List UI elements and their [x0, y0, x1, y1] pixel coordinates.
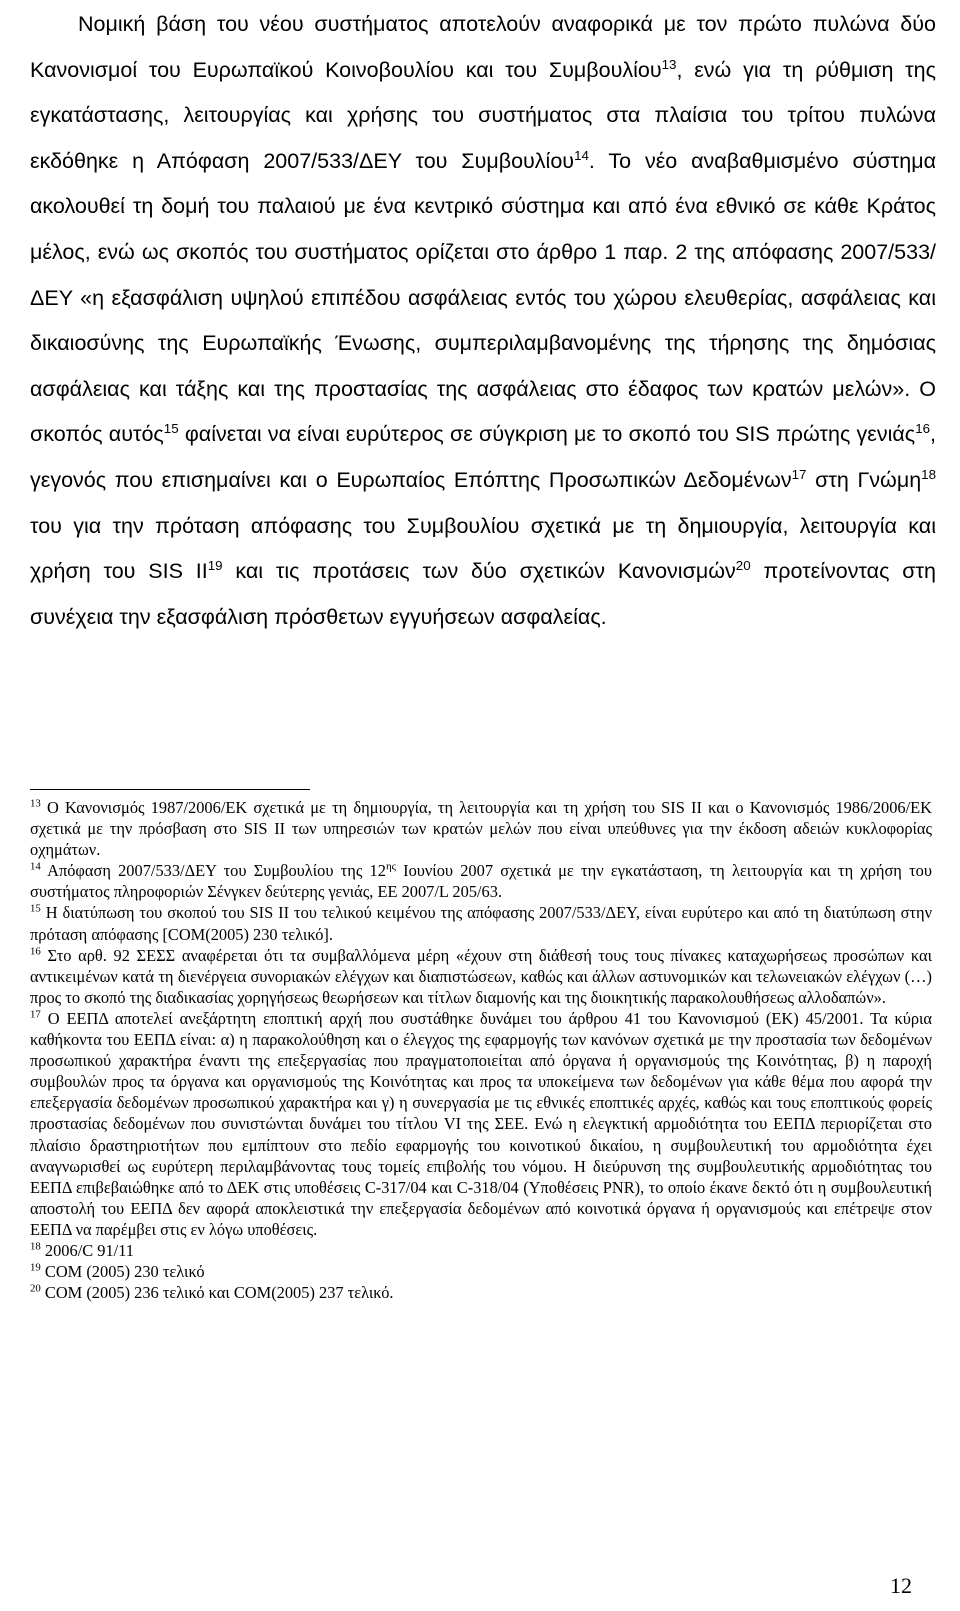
footnote-14: [30, 860, 932, 902]
footnote-separator: [30, 789, 310, 790]
footnote-number: 18: [30, 1240, 41, 1253]
footnote-18: [30, 1240, 932, 1261]
footnote-text: Ο Κανονισμός 1987/2006/ΕΚ σχετικά με τη δημιουργία, τη λειτουργία και τη χρήση του SIS II και ο Κανονισμός 1986/2006/ΕΚ σχετικά με την πρόσβαση στο SIS II των υπηρεσιών των κρατών μελών που είναι υπεύθυνες για την έκδοση αδειών κυκλοφορίας οχημάτων.: [30, 798, 932, 860]
footnote-text: Απόφαση 2007/533/ΔΕΥ του Συμβουλίου της 12: [40, 861, 386, 881]
footnote-text: Στο αρθ. 92 ΣΕΣΣ αναφέρεται ότι τα συμβαλλόμενα μέρη «έχουν στη διάθεσή τους τους πίνακες καταχωρήσεως προσώπων και αντικειμένων κατά τη διενέργεια συνοριακών ελέγχων και διαπιστώσεων, καθώς και άλλων αστυνομικών και τελωνειακών ελέγχων (…) προς το σκοπό της διαδικασίας χορηγήσεως θεωρήσεων και τίτλων διαμονής και της διοικητικής παρακολουθήσεως αλλοδαπών».: [30, 945, 932, 1007]
footnote-number: 14: [30, 861, 41, 874]
footnote-number: 19: [30, 1261, 41, 1274]
footnote-reference: 16: [915, 421, 931, 437]
paragraph-text: , ενώ για τη ρύθμιση της εγκατάστασης, λειτουργίας και χρήσης του συστήματος στα πλαίσια του τρίτου πυλώνα εκδόθηκε η Απόφαση 2007/533/ΔΕΥ του Συμβουλίου: [30, 57, 936, 173]
paragraph-text: Νομική βάση του νέου συστήματος αποτελούν αναφορικά με τον πρώτο πυλώνα δύο Κανονισμοί του Ευρωπαϊκού Κοινοβουλίου και του Συμβουλίου: [30, 12, 936, 82]
footnote-20: [30, 1282, 932, 1303]
footnote-reference: 18: [921, 466, 936, 482]
footnote-19: [30, 1261, 932, 1282]
footnote-text: 2006/C 91/11: [40, 1240, 135, 1260]
footnote-16: [30, 945, 932, 1008]
page-number: 12: [890, 1573, 912, 1598]
footnote-reference: 13: [661, 56, 677, 72]
paragraph-text: . Το νέο αναβαθμισμένο σύστημα ακολουθεί τη δομή του παλαιού με ένα κεντρικό σύστημα και από ένα εθνικό σε κάθε Κράτος μέλος, ενώ ως σκοπός του συστήματος ορίζεται στο άρθρο 1 παρ. 2 της απόφασης 2007/533/ΔΕΥ «η εξασφάλιση υψηλού επιπέδου ασφάλειας εντός του χώρου ελευθερίας, ασφάλειας και δικαιοσύνης της Ευρωπαϊκής Ένωσης, συμπεριλαμβανομένης της τήρησης της δημόσιας ασφάλειας και τάξης και της προστασίας της ασφάλειας στο έδαφος των κρατών μελών». Ο σκοπός αυτός: [30, 148, 937, 447]
footnote-reference: 19: [207, 557, 223, 573]
footnote-number: 20: [30, 1282, 41, 1295]
footnote-text: COM (2005) 230 τελικό: [40, 1262, 205, 1282]
paragraph-text: και τις προτάσεις των δύο σχετικών Κανονισμών: [222, 559, 736, 584]
footnote-reference: 20: [735, 557, 751, 573]
footnote-17: [30, 1008, 932, 1240]
main-paragraph: [30, 2, 936, 640]
paragraph-text: , γεγονός που επισημαίνει και ο Ευρωπαίος Επόπτης Προσωπικών Δεδομένων: [30, 422, 936, 492]
footnote-number: 13: [30, 797, 41, 810]
footnote-text: Η διατύπωση του σκοπού του SIS II του τελικού κειμένου της απόφασης 2007/533/ΔΕΥ, είναι ευρύτερο και από τη διατύπωση στην πρόταση απόφασης [COM(2005) 230 τελικό].: [30, 903, 932, 944]
paragraph-text: του για την πρόταση απόφασης του Συμβουλίου σχετικά με τη δημιουργία, λειτουργία και χρήση του SIS II: [30, 513, 936, 584]
paragraph-text: στη Γνώμη: [806, 467, 922, 492]
footnote-text: Ιουνίου 2007 σχετικά με την εγκατάσταση, τη λειτουργία και τη χρήση του συστήματος πληροφοριών Σένγκεν δεύτερης γενιάς, ΕΕ 2007/L 205/63.: [30, 861, 932, 902]
footnote-number: 16: [30, 945, 41, 958]
footnote-text: COM (2005) 236 τελικό και COM(2005) 237 τελικό.: [40, 1283, 394, 1303]
footnote-reference: 15: [163, 421, 179, 437]
footnote-13: [30, 797, 932, 860]
paragraph-text: προτείνοντας στη συνέχεια την εξασφάλιση πρόσθετων εγγυήσεων ασφαλείας.: [30, 559, 936, 629]
footnotes-section: [30, 797, 932, 1303]
footnote-number: 15: [30, 903, 41, 916]
footnote-reference: 14: [574, 147, 589, 163]
ordinal-suffix: ης: [385, 861, 396, 874]
footnote-15: [30, 902, 932, 944]
footnote-reference: 17: [791, 466, 807, 482]
footnote-text: Ο ΕΕΠΔ αποτελεί ανεξάρτητη εποπτική αρχή που συστάθηκε δυνάμει του άρθρου 41 του Κανονισμού (ΕΚ) 45/2001. Τα κύρια καθήκοντα του ΕΕΠΔ είναι: α) η παρακολούθηση και ο έλεγχος της εφαρμογής των κανόνων σχετικά με την προστασία των δεδομένων προσωπικού χαρακτήρα έναντι της επεξεργασίας που πραγματοποιείται από όργανα ή οργανισμούς της Κοινότητας, β) η παροχή συμβουλών προς τα όργανα και οργανισμούς της Κοινότητας και προς τα υποκείμενα των δεδομένων για κάθε θέμα που αφορά την επεξεργασία δεδομένων προσωπικού χαρακτήρα και γ) η συνεργασία με τις εθνικές εποπτικές αρχές, καθώς και τους εποπτικούς φορείς προστασίας δεδομένων που συνιστώνται δυνάμει του τίτλου VI της ΣΕΕ. Ενώ η ελεγκτική αρμοδιότητα του ΕΕΠΔ περιορίζεται στο πλαίσιο δραστηριοτήτων που εμπίπτουν στο πεδίο εφαρμογής του κοινοτικού δικαίου, η συμβουλευτική του αρμοδιότητα έχει αναγνωρισθεί ως ευρύτερη περιλαμβάνοντας τους τομείς επιβολής του νόμου. Η διεύρυνση της συμβουλευτικής αρμοδιότητας του ΕΕΠΔ επιβεβαιώθηκε από το ΔΕΚ στις υποθέσεις C-317/04 και C-318/04 (Υποθέσεις PNR), το οποίο έκανε δεκτό ότι η συμβουλευτική αποστολή του ΕΕΠΔ δεν αφορά αποκλειστικά την επεξεργασία δεδομένων από κοινοτικά όργανα ή οργανισμούς και επέτρεψε στον ΕΕΠΔ να παρέμβει στις εν λόγω υποθέσεις.: [30, 1008, 932, 1239]
paragraph-text: φαίνεται να είναι ευρύτερος σε σύγκριση με το σκοπό του SIS πρώτης γενιάς: [178, 422, 916, 447]
footnote-number: 17: [30, 1008, 41, 1021]
